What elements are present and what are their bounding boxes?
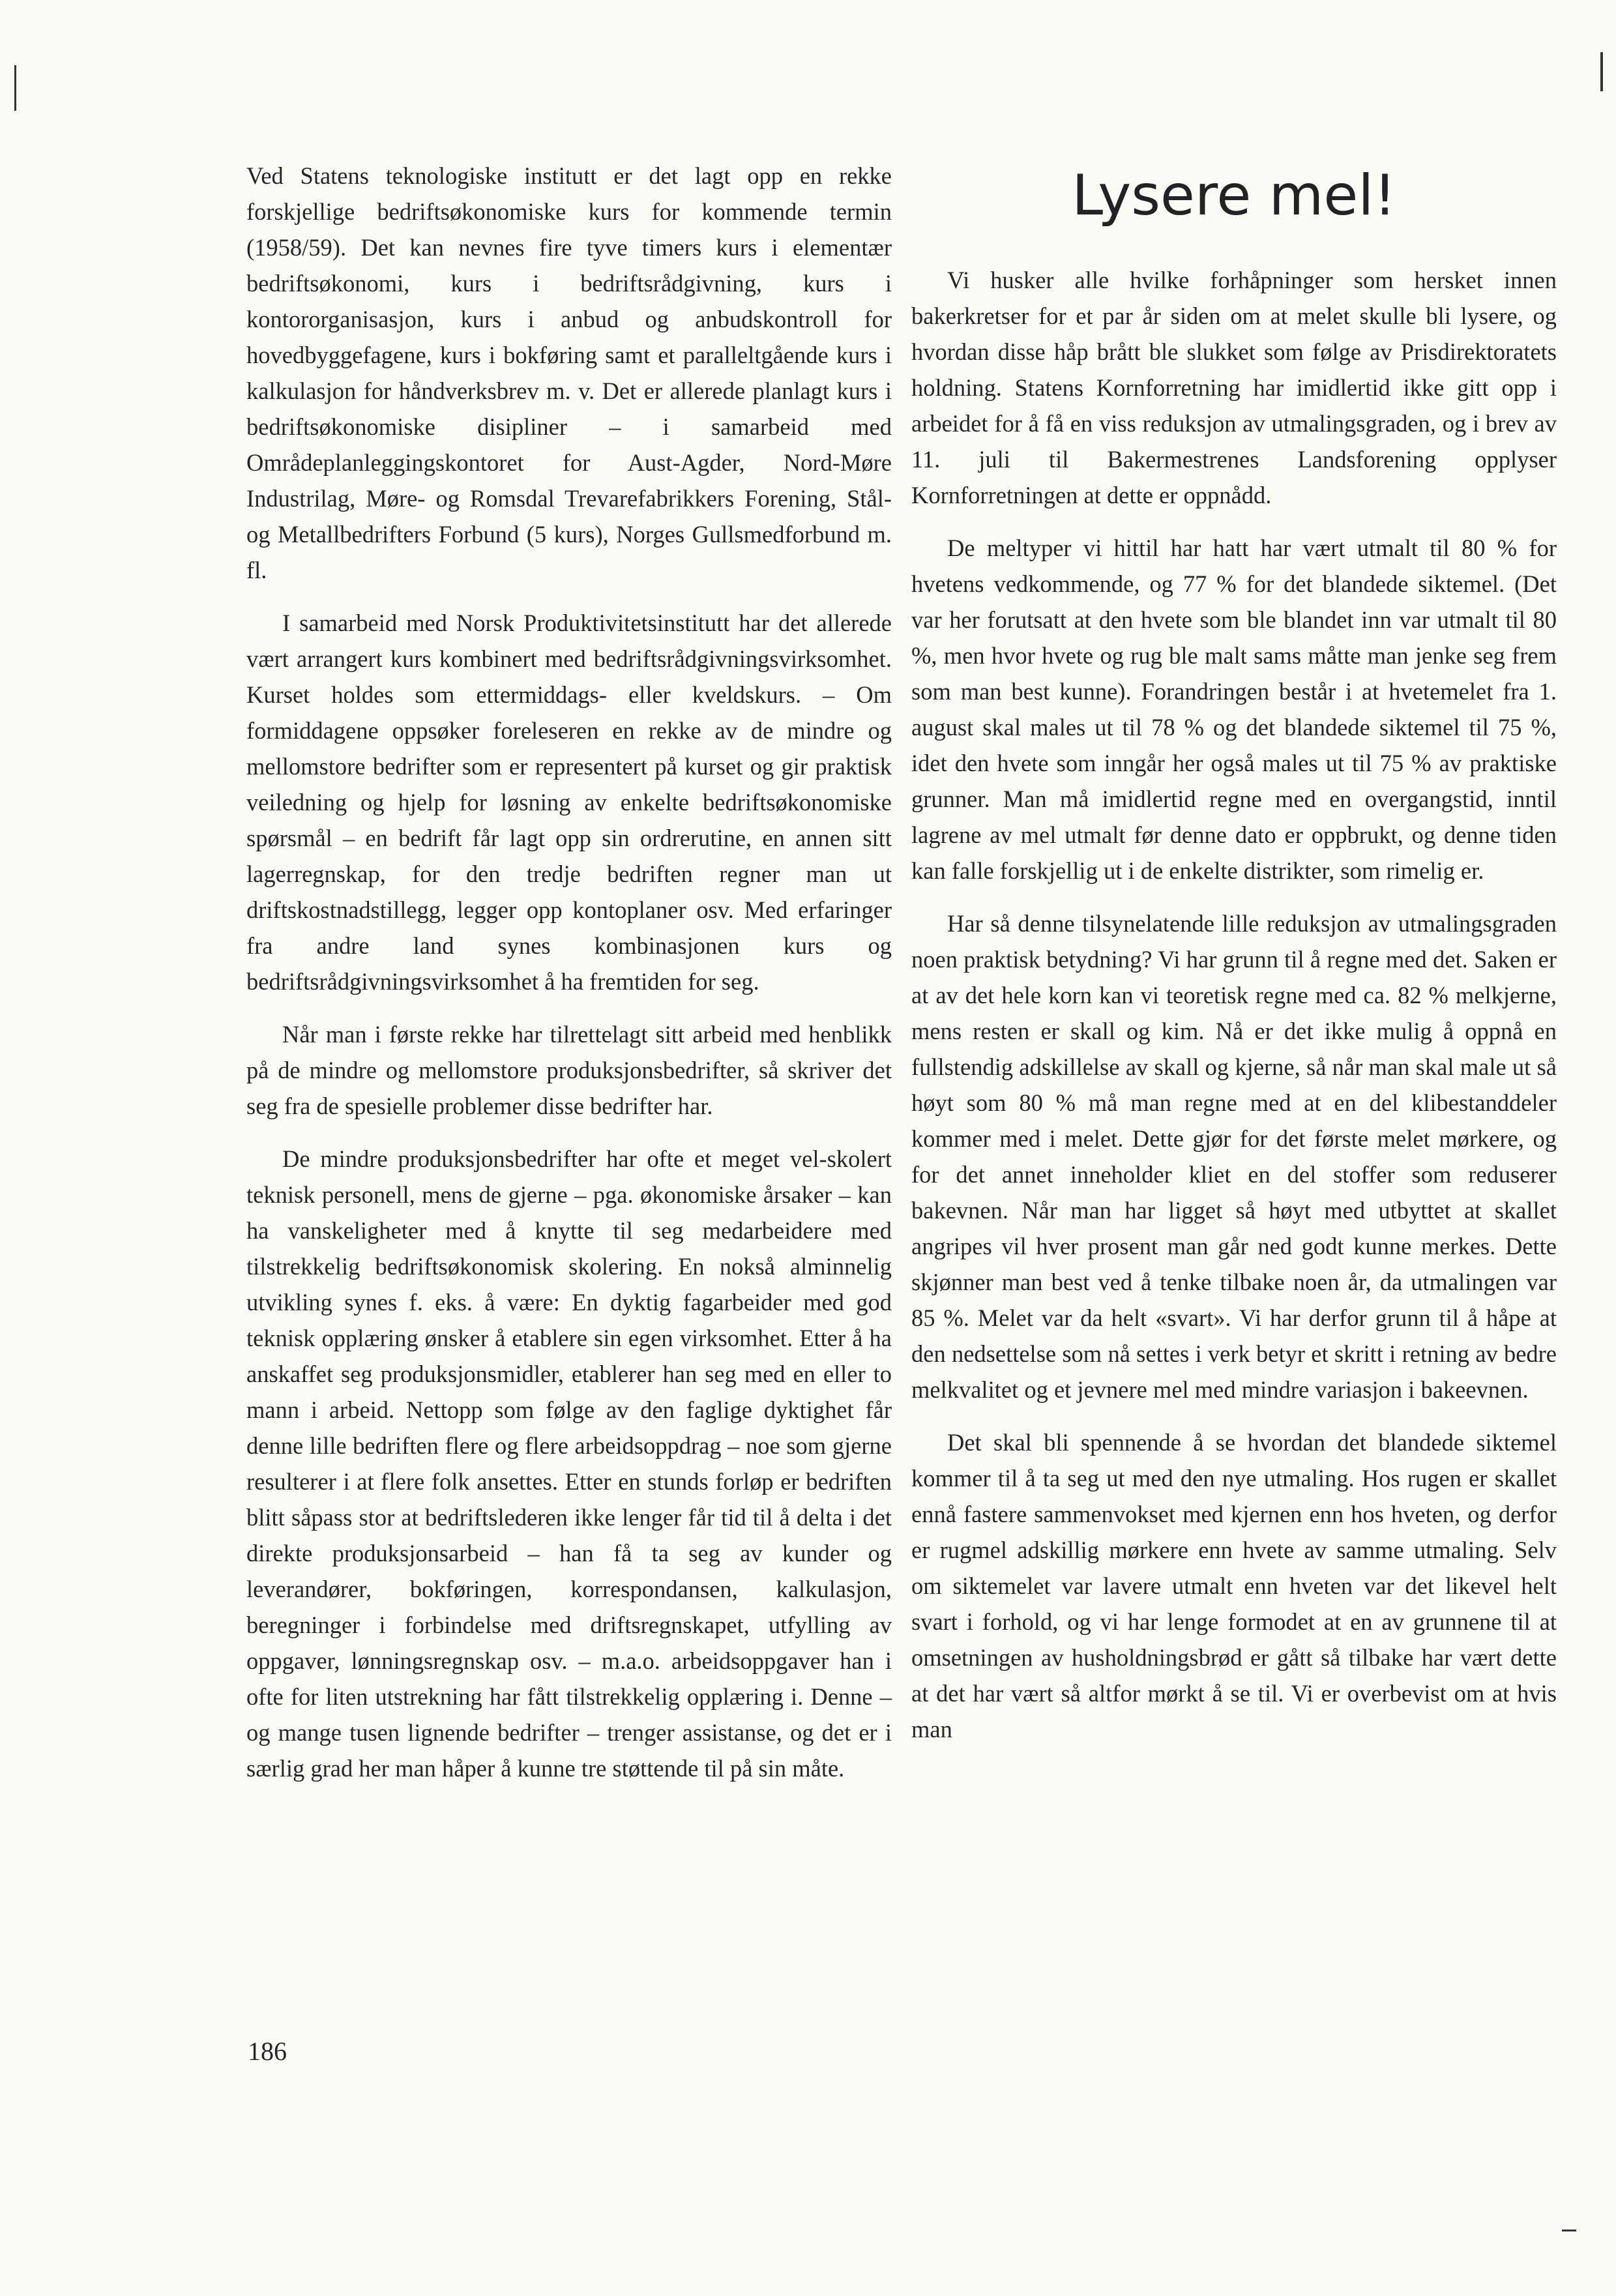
right-paragraph-2: De meltyper vi hittil har hatt har vært utmalt til 80 % for hvetens vedkommende, og 77 % for det blandede siktemel. (Det var her forutsatt at den hvete som ble blandet inn var utmalt til 80 %, men hvor hvete og rug ble malt sams måtte man jenke seg frem som man best kunne). Forandringen består i at hvetemelet fra 1. august skal males ut til 78 % og det blandede siktemel til 75 %, idet den hvete som inngår her også males ut til 75 % av praktiske grunner. Man må imidlertid regne med en overgangstid, inntil lagrene av mel utmalt før denne dato er oppbrukt, og denne tiden kan falle forskjellig ut i de enkelte distrikter, som rimelig er. xyxy=(911,535,1557,884)
right-paragraph-4: Det skal bli spennende å se hvordan det blandede siktemel kommer til å ta seg ut med den nye utmaling. Hos rugen er skallet ennå fastere sammenvokset med kjernen enn hos hveten, og derfor er rugmel adskillig mørkere enn hvete av samme utmaling. Selv om siktemelet var lavere utmalt enn hveten var det likevel helt svart i forhold, og vi har lenge formodet at en av grunnene til at omsetningen av husholdningsbrød er gått så tilbake har vært dette at det har vært så altfor mørkt å se til. Vi er overbevist om at hvis man xyxy=(911,1429,1557,1743)
scan-edge-mark-left xyxy=(14,65,16,111)
right-paragraph-1: Vi husker alle hvilke forhåpninger som hersket innen bakerkretser for et par år siden om at melet skulle bli lysere, og hvordan disse håp brått ble slukket som følge av Prisdirektoratets holdning. Statens Kornforretning har imidlertid ikke gitt opp i arbeidet for å få en viss reduksjon av utmalingsgraden, og i brev av 11. juli til Bakermestrenes Landsforening opplyser Kornforretningen at dette er oppnådd. xyxy=(911,267,1557,508)
scan-edge-mark-bottom-right xyxy=(1562,2230,1576,2231)
left-paragraph-3: Når man i første rekke har tilrettelagt sitt arbeid med henblikk på de mindre og mellomstore produksjonsbedrifter, så skriver det seg fra de spesielle problemer disse bedrifter har. xyxy=(246,1021,892,1119)
right-paragraph-3: Har så denne tilsynelatende lille reduksjon av utmalingsgraden noen praktisk betydning? Vi har grunn til å regne med det. Saken er at av det hele korn kan vi teoretisk regne med ca. 82 % melkjerne, mens resten er skall og kim. Nå er det ikke mulig å oppnå en fullstendig adskillelse av skall og kjerne, så når man skal male ut så høyt som 80 % må man regne med at en del klibestanddeler kommer med i melet. Dette gjør for det første melet mørkere, og for det annet inneholder kliet en del stoffer som reduserer bakevnen. Når man har ligget så høyt med utbyttet at skallet angripes vil hver prosent man går ned godt kunne merkes. Dette skjønner man best ved å tenke tilbake noen år, da utmalingen var 85 %. Melet var da helt «svart». Vi har derfor grunn til å håpe at den nedsettelse som nå settes i verk betyr et skritt i retning av bedre melkvalitet og et jevnere mel med mindre variasjon i bakeevnen. xyxy=(911,910,1557,1403)
page-number: 186 xyxy=(248,2037,287,2066)
right-column xyxy=(911,163,1557,1764)
scan-edge-mark-right xyxy=(1600,52,1603,91)
left-paragraph-1: Ved Statens teknologiske institutt er det lagt opp en rekke forskjellige bedriftsøkonomiske kurs for kommende termin (1958/59). Det kan nevnes fire tyve timers kurs i elementær bedriftsøkonomi, kurs i bedriftsrådgivning, kurs i kontororganisasjon, kurs i anbud og anbudskontroll for hovedbyggefagene, kurs i bokføring samt et paralleltgående kurs i kalkulasjon for håndverksbrev m. v. Det er allerede planlagt kurs i bedriftsøkonomiske disipliner – i samarbeid med Områdeplanleggingskontoret for Aust-Agder, Nord-Møre Industrilag, Møre- og Romsdal Trevarefabrikkers Forening, Stål- og Metallbedrifters Forbund (5 kurs), Norges Gullsmedforbund m. fl. xyxy=(246,162,892,583)
left-paragraph-2: I samarbeid med Norsk Produktivitetsinstitutt har det allerede vært arrangert kurs kombinert med bedriftsrådgivningsvirksomhet. Kurset holdes som ettermiddags- eller kveldskurs. – Om formiddagene oppsøker foreleseren en rekke av de mindre og mellomstore bedrifter som er representert på kurset og gir praktisk veiledning og hjelp for løsning av enkelte bedriftsøkonomiske spørsmål – en bedrift får lagt opp sin ordrerutine, en annen sitt lagerregnskap, for den tredje bedriften regner man ut driftskostnadstillegg, legger opp kontoplaner osv. Med erfaringer fra andre land synes kombinasjonen kurs og bedriftsrådgivningsvirksomhet å ha fremtiden for seg. xyxy=(246,610,892,995)
left-paragraph-4: De mindre produksjonsbedrifter har ofte et meget vel-skolert teknisk personell, mens de gjerne – pga. økonomiske årsaker – kan ha vanskeligheter med å knytte til seg medarbeidere med tilstrekkelig bedriftsøkonomisk skolering. En nokså alminnelig utvikling synes f. eks. å være: En dyktig fagarbeider med god teknisk opplæring ønsker å etablere sin egen virksomhet. Etter å ha anskaffet seg produksjonsmidler, etablerer han seg med en eller to mann i arbeid. Nettopp som følge av den faglige dyktighet får denne lille bedriften flere og flere arbeidsoppdrag – noe som gjerne resulterer i at flere folk ansettes. Etter en stunds forløp er bedriften blitt såpass stor at bedriftslederen ikke lenger får tid til å delta i det direkte produksjonsarbeid – han få ta seg av kunder og leverandører, bokføringen, korrespondansen, kalkulasjon, beregninger i forbindelse med driftsregnskapet, utfylling av oppgaver, lønningsregnskap osv. – m.a.o. arbeidsoppgaver han i ofte for liten utstrekning har fått tilstrekkelig opplæring i. Denne – og mange tusen lignende bedrifter – trenger assistanse, og det er i særlig grad her man håper å kunne tre støttende til på sin måte. xyxy=(246,1145,892,1782)
left-column xyxy=(246,158,892,1803)
article-title: Lysere mel! xyxy=(1072,163,1396,228)
